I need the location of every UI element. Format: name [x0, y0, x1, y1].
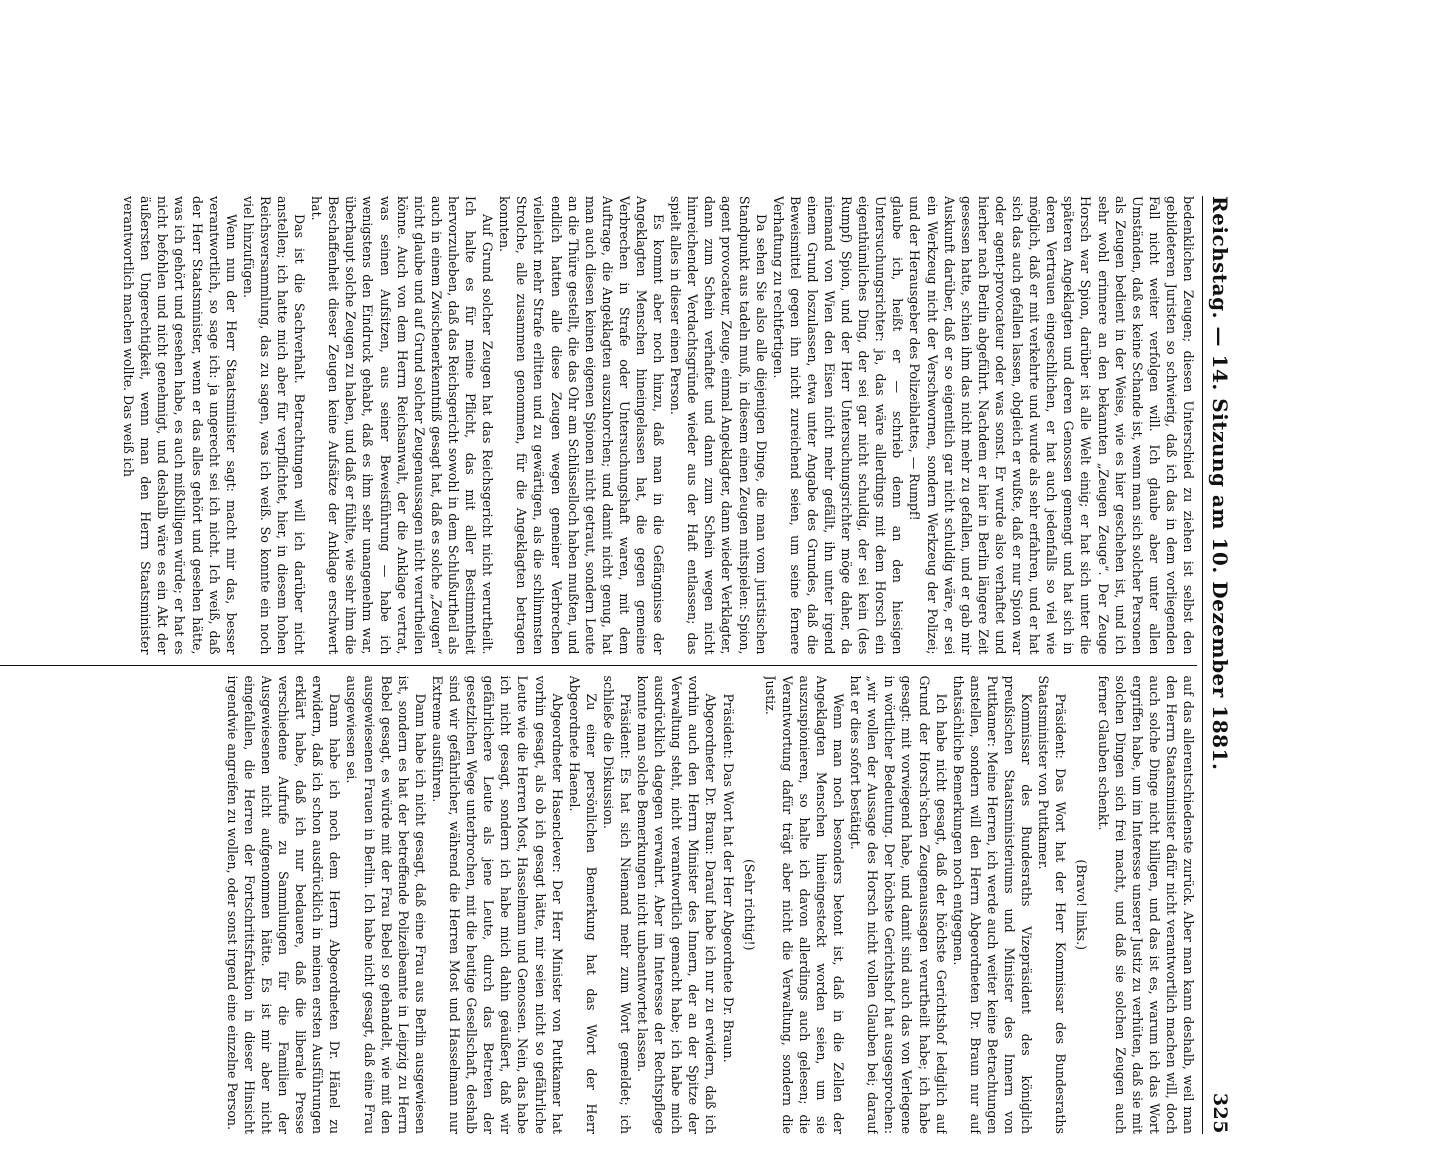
paragraph: Abgeordneter Dr. Braun: Darauf habe ich nur zu erwidern, daß ich vorhin auch den Herrn Minister des Innern, der an der Spitze der Verwaltung steht, nicht verantwortlich gemacht habe; ich habe mich ausdrücklich dagegen verwahrt. Aber im Interesse der Rechtspflege konnte man solche Bemerkungen nicht unbeantwortet lassen.: [635, 675, 719, 1134]
page-number: 325: [1209, 1092, 1231, 1134]
applause-note: (Bravo! links.): [1074, 859, 1090, 951]
interjection-note: (Sehr richtig!): [741, 859, 757, 951]
paragraph: Dann habe ich nicht gesagt, daß eine Frau aus Berlin ausgewiesen ist, sondern es hat der betreffende Polizeibeamte in Leipzig zu Herrn Bebel gesagt, es würde mit der Frau Bebel so gehandelt, wie mit den ausgewiesenen Frauen in Berlin. Ich habe nicht gesagt, daß eine Frau ausgewiesen sei.: [344, 675, 428, 1134]
text-columns: [0, 196, 1197, 1134]
paragraph: Präsident: Das Wort hat der Herr Kommissar des Bundesraths Staatsminister von Puttkamer.: [1036, 675, 1069, 1134]
paragraph: Kommissar des Bundesraths Vizepräsident des königlich preußischen Staatsministeriums und Minister des Innern von Puttkamer: Meine Herren, ich werde auch weiter keine Betrachtungen anstellen, sondern will den Herrn Abgeordneten Dr. Braun nur auf thatsächliche Bemerkungen noch entgegnen.: [950, 675, 1035, 1134]
paragraph: Abgeordneter Hasenclever: Der Herr Minister von Puttkamer hat vorhin gesagt, als ob ich gesagt hätte, mir seien nicht so gefährliche Leute wie die Herren Most, Hasselmann und Genossen. Nein, das habe ich nicht gesagt, sondern ich habe mich dahin geäußert, daß wir gefährlichere Leute als jene Leute, durch das Betreten der gesetzlichen Wege unterbrochen, mit die heutige Gesellschaft, deshalb sind wir gefährlicher, während die Herren Most und Hasselmann nur Extreme ausführen.: [429, 675, 565, 1134]
paragraph: Präsident: Es hat sich Niemand mehr zum Wort gemeldet; ich schließe die Diskussion.: [600, 675, 633, 1134]
paragraph: Da sehen Sie also alle diejenigen Dinge, die man vom juristischen Standpunkt aus tadeln muß, in diesem einen Zeugen mitspielen: Spion, agent provocateur, Zeuge, einmal Angeklagter, dann wieder Verklagter, dann zum Schein verhaftet und dann zum Schein wegen nicht hinreichender Verdachtsgründe wieder aus der Haft entlassen; das spielt alles in dieser einen Person.: [668, 196, 769, 655]
paragraph: auf das allerentschiedenste zurück. Aber man kann deshalb, weil man den Herrn Staatsminister dafür nicht verantwortlich machen will, doch auch solche Dinge nicht billigen, und das ist es, warum ich das Wort ergriffen habe, um im Interesse unserer Justiz zu verhüten, daß sie mit solchen Dingen sich frei macht, und daß sie solchen Zeugen auch ferner Glauben schenkt.: [1095, 675, 1196, 1134]
right-column: [0, 676, 1197, 1135]
paragraph: Wenn man noch besonders betont ist, daß in die Zellen der Angeklagten Menschen hineingesteckt worden seien, um sie auszuspionieren, so halte ich davon allerdings auch gelesen; die Verantwortung dafür trägt aber nicht die Verwaltung, sondern die Justiz.: [762, 675, 847, 1134]
document-page: [0, 178, 1241, 1152]
paragraph: Auf Grund solcher Zeugen hat das Reichsgericht nicht verurtheilt. Ich halte es für meine Pflicht, das mit aller Bestimmtheit hervorzuheben, daß das Reichsgericht sowohl in dem Schlußurtheil als auch in einem Zwischenerkenntniß gesagt hat, daß es solche „Zeugen“ nicht glaube und auf Grund solcher Zeugenaussagen nicht verurtheilen könne. Auch von dem Herrn Reichsanwalt, der die Anklage vertrat, was seinen Aufsitzen, aus seiner Beweisführung — habe ich wenigstens den Eindruck gehabt, daß es ihm sehr unangenehm war, überhaupt solche Zeugen zu haben, und daß er fühlte, wie sehr ihm die Beschaffenheit dieser Zeugen keine Aufsätze der Anklage erschwert hat.: [309, 196, 496, 655]
left-column: [0, 196, 1197, 655]
header-title: Reichstag. — 14. Sitzung am 10. Dezember 1881.: [1208, 196, 1232, 771]
paragraph: Wenn nun der Herr Staatsminister sagt: macht mir das, besser verantwortlich, so sage ich: ja ungerecht sei ich nicht. Ich weiß, daß der Herr Staatsminister, wenn er das alles gehört und gesehen hätte, was ich gehört und gesehen habe, es auch mißbilligen würde; er hat es nicht befohlen und nicht genehmigt, und deshalb wäre es ein Akt der äußersten Ungerechtigkeit, wenn man den Herrn Staatsminister verantwortlich machen wollte. Das weiß ich: [121, 196, 239, 655]
page-header: [1202, 196, 1237, 1134]
paragraph: glaube ich, heißt er — schrieb denn an den hiesigen Untersuchungsrichter: ja, das wäre allerdings mit dem Horsch ein eigenthümliches Ding, der sei gar nicht schuldig, der sei kein (des Rumpf) Spion, und der Herr Untersuchungsrichter möge daher, da niemand von Wien den Eisen nicht mehr gefällt, ihn unter irgend einem Grund loszulassen, etwa unter Angabe des Grundes, daß die Beweismittel gegen ihn nicht zureichend seien, um seine fernere Verhaftung zu rechtfertigen.: [770, 196, 906, 655]
column-divider: [0, 665, 1197, 666]
paragraph: bedenklichen Zeugen; diesen Unterschied zu ziehen ist selbst den gebildeteren Juristen so schwierig, daß ich das in dem vorliegenden Fall nicht weiter verfolgen will. Ich glaube aber unter allen Umständen, daß es keine Schande ist, wenn man sich solcher Personen als Zeugen bedient in der Weise, wie es hier geschehen ist, und ich sehr wohl erinnere an den bekannten „Zeugen Zeuge“. Der Zeuge Horsch war Spion, darüber ist alle Welt einig; er hat sich unter die späteren Angeklagten und deren Genossen gemengt und hat sich in deren Vertrauen eingeschlichen, er hat auch jedenfalls so viel wie möglich, daß er mit verkehrte und wurde als sehr erfahren, und er hat sich das auch gefallen lassen, obgleich er wußte, daß er nur Spion war oder agent-provocateur oder was sonst. Er wurde also verhaftet und hierher nach Berlin abgeführt. Nachdem er hier in Berlin längere Zeit gesessen hatte, schien ihm das nicht mehr zu gefallen, und er gab mir Auskunft darüber, daß er so eigentlich gar nicht schuldig wäre, er sei ein Werkzeug nicht der Verschwornen, sondern Werkzeug der Polizei; und der Herausgeber des Polizeiblattes, — Rumpf!: [907, 196, 1196, 655]
paragraph: Das ist die Sachverhalt. Betrachtungen will ich darüber nicht anstellen; ich hatte mich aber für verpflichtet, hier, in diesem hohen Reichsversammlung, das zu sagen, was ich weiß. So konnte ein noch viel hinzufügen.: [240, 196, 308, 655]
paragraph: Ich habe nicht gesagt, daß der höchste Gerichtshof lediglich auf Grund der Horsch'schen Zeugenaussagen verurtheilt habe; ich habe gesagt: mit vorwiegend habe, und damit sind auch das von Verlegene in wörtlicher Bedeutung. Der höchste Gerichtshof hat ausgesprochen: „wir wollen der Aussage des Horsch nicht vollen Glauben bei; darauf hat er dies sofort bestätigt.: [848, 675, 949, 1134]
paragraph: Es kommt aber noch hinzu, daß man in die Gefängnisse der Angeklagten Menschen hineingelassen hat, die gegen gemeine Verbrechen in Strafe oder Untersuchungshaft waren, mit dem Auftrage, die Angeklagten auszuhorchen; und damit nicht genug, hat man auch diesen keinen eigenen Spionen nicht getraut, sondern Leute an die Thüre gestellt, die das Ohr am Schlüsselloch haben mußten, und endlich hatten alle diese Zeugen wegen gemeiner Verbrechen vielleicht mehr Strafe erlitten und zu gewärtigen, als die schlimmsten Strolche, alle zusammen genommen, für die Angeklagten betragen konnten.: [497, 196, 667, 655]
paragraph: Präsident: Das Wort hat der Herr Abgeordnete Dr. Braun.: [720, 693, 736, 1063]
paragraph: Dann habe ich noch dem Herrn Abgeordneten Dr. Hänel zu erwidern, daß ich schon ausdrücklich in meinen ersten Ausführungen erklärt habe, daß ich nur bedauere, daß die liberale Presse verschiedene Aufrufe zu Sammlungen für die Familien der Ausgewiesenen nicht aufgenommen hätte. Es ist mir aber nicht eingefallen, die Herren der Fortschrittsfraktion in dieser Hinsicht irgendwie angreifen zu wollen, oder sonst irgend eine einzelne Person.: [224, 675, 343, 1134]
paragraph: Zu einer persönlichen Bemerkung hat das Wort der Herr Abgeordnete Haenel.: [566, 675, 599, 1134]
